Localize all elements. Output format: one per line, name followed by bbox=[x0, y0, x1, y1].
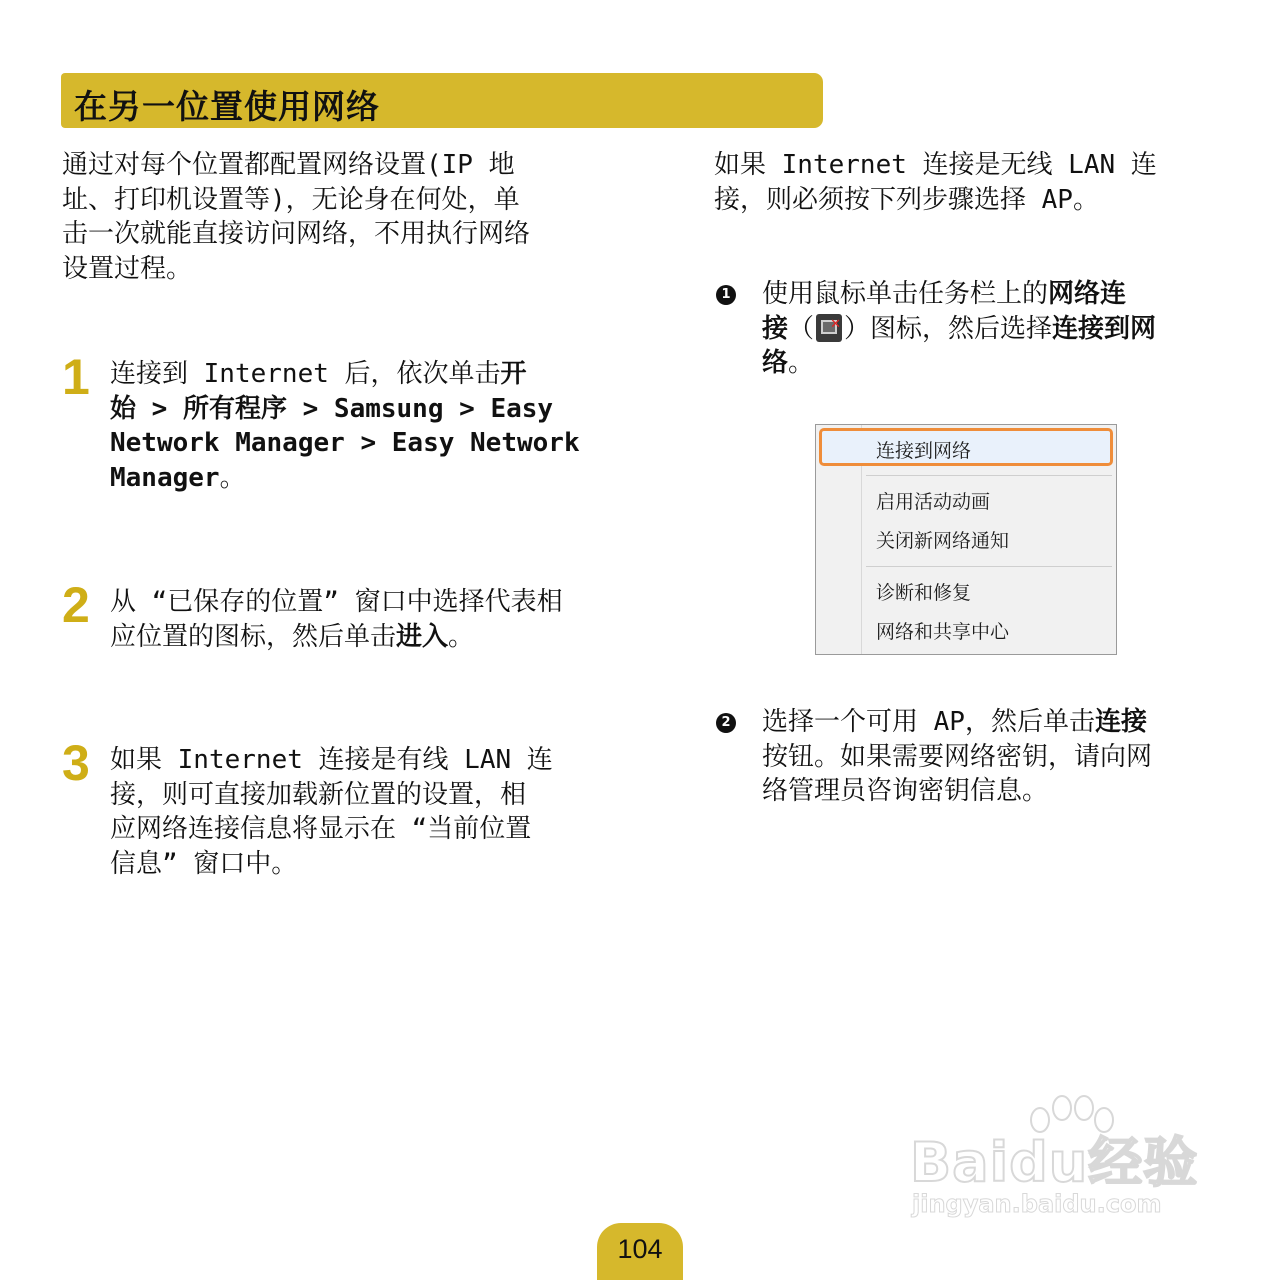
intro-line: 设置过程。 bbox=[62, 253, 193, 284]
menu-item-network-sharing-center[interactable]: 网络和共享中心 bbox=[876, 621, 1010, 643]
step-text: 。 bbox=[448, 621, 475, 652]
intro-line: 通过对每个位置都配置网络设置(IP 地 bbox=[62, 150, 515, 180]
substep-bold-text: 连接 bbox=[1094, 707, 1147, 737]
step-line bbox=[110, 461, 580, 496]
watermark-url: jingyan.baidu.com bbox=[912, 1190, 1162, 1218]
substep-text: 使用鼠标单击任务栏上的 bbox=[762, 279, 1049, 309]
step-line: 应网络连接信息将显示在 “当前位置 bbox=[110, 814, 532, 844]
step-bold-text: 开 bbox=[500, 359, 527, 389]
step-2-number: 2 bbox=[62, 577, 90, 633]
substep-line bbox=[762, 312, 1156, 347]
menu-item-disable-notifications[interactable]: 关闭新网络通知 bbox=[876, 530, 1010, 552]
substep-2-text bbox=[762, 705, 1152, 809]
step-text: 。 bbox=[219, 462, 246, 493]
section-title: 在另一位置使用网络 bbox=[74, 87, 380, 126]
step-3-number: 3 bbox=[62, 735, 90, 791]
step-bold-text: 始 > 所有程序 > Samsung > Easy bbox=[110, 393, 554, 424]
page-number-tab bbox=[597, 1223, 683, 1280]
step-line bbox=[110, 426, 580, 461]
menu-item-diagnose-repair[interactable]: 诊断和修复 bbox=[876, 582, 972, 604]
baidu-watermark bbox=[910, 1090, 1210, 1230]
step-3-text bbox=[110, 743, 553, 881]
substep-1-text bbox=[762, 277, 1156, 381]
right-intro-line: 如果 Internet 连接是无线 LAN 连 bbox=[714, 150, 1157, 180]
step-line: 信息” 窗口中。 bbox=[110, 848, 298, 879]
substep-bold-text: 网络连 bbox=[1048, 279, 1127, 309]
step-text: 应位置的图标，然后单击 bbox=[110, 621, 397, 652]
substep-text: 。 bbox=[788, 348, 815, 378]
right-intro bbox=[714, 148, 1157, 217]
step-bold-text: Network Manager > Easy Network bbox=[110, 428, 580, 458]
intro-line: 击一次就能直接访问网络，不用执行网络 bbox=[62, 219, 531, 249]
substep-text: （ bbox=[788, 313, 815, 344]
substep-line bbox=[762, 277, 1156, 312]
step-bold-text: 进入 bbox=[396, 621, 449, 652]
substep-bold-text: 络 bbox=[762, 348, 789, 378]
intro-paragraph bbox=[62, 148, 530, 286]
substep-line: 按钮。如果需要网络密钥，请向网 bbox=[762, 741, 1153, 772]
right-intro-line: 接，则必须按下列步骤选择 AP。 bbox=[714, 184, 1099, 215]
section-header-bar bbox=[61, 73, 823, 128]
substep-1-bullet: 1 bbox=[716, 285, 736, 305]
substep-bold-text: 连接到网 bbox=[1052, 313, 1157, 344]
network-context-menu bbox=[815, 424, 1117, 655]
substep-line bbox=[762, 346, 1156, 381]
substep-2-bullet: 2 bbox=[716, 713, 736, 733]
step-2-text bbox=[110, 585, 563, 654]
watermark-brand: Baidu经验 bbox=[910, 1131, 1199, 1194]
step-line: 接，则可直接加载新位置的设置，相 bbox=[110, 779, 527, 810]
step-text: 连接到 Internet 后，依次单击 bbox=[110, 359, 501, 389]
step-bold-text: Manager bbox=[110, 462, 220, 493]
substep-text: 选择一个可用 AP，然后单击 bbox=[762, 707, 1095, 737]
substep-text: ）图标，然后选择 bbox=[844, 313, 1053, 344]
step-line: 如果 Internet 连接是有线 LAN 连 bbox=[110, 745, 553, 775]
step-1-text bbox=[110, 357, 580, 495]
network-connection-icon bbox=[816, 314, 842, 342]
menu-item-connect-to-network[interactable]: 连接到网络 bbox=[876, 440, 972, 462]
step-line bbox=[110, 620, 563, 655]
page-number: 104 bbox=[617, 1234, 663, 1264]
step-line bbox=[110, 392, 580, 427]
intro-line: 址、打印机设置等)，无论身在何处，单 bbox=[62, 184, 520, 215]
menu-separator bbox=[866, 566, 1112, 567]
menu-separator bbox=[866, 475, 1112, 476]
menu-item-enable-animation[interactable]: 启用活动动画 bbox=[876, 491, 991, 513]
step-1-number: 1 bbox=[62, 349, 90, 405]
substep-bold-text: 接 bbox=[762, 313, 789, 344]
step-line bbox=[110, 357, 580, 392]
substep-line bbox=[762, 705, 1152, 740]
substep-line: 络管理员咨询密钥信息。 bbox=[762, 776, 1049, 806]
step-line: 从 “已保存的位置” 窗口中选择代表相 bbox=[110, 587, 563, 617]
